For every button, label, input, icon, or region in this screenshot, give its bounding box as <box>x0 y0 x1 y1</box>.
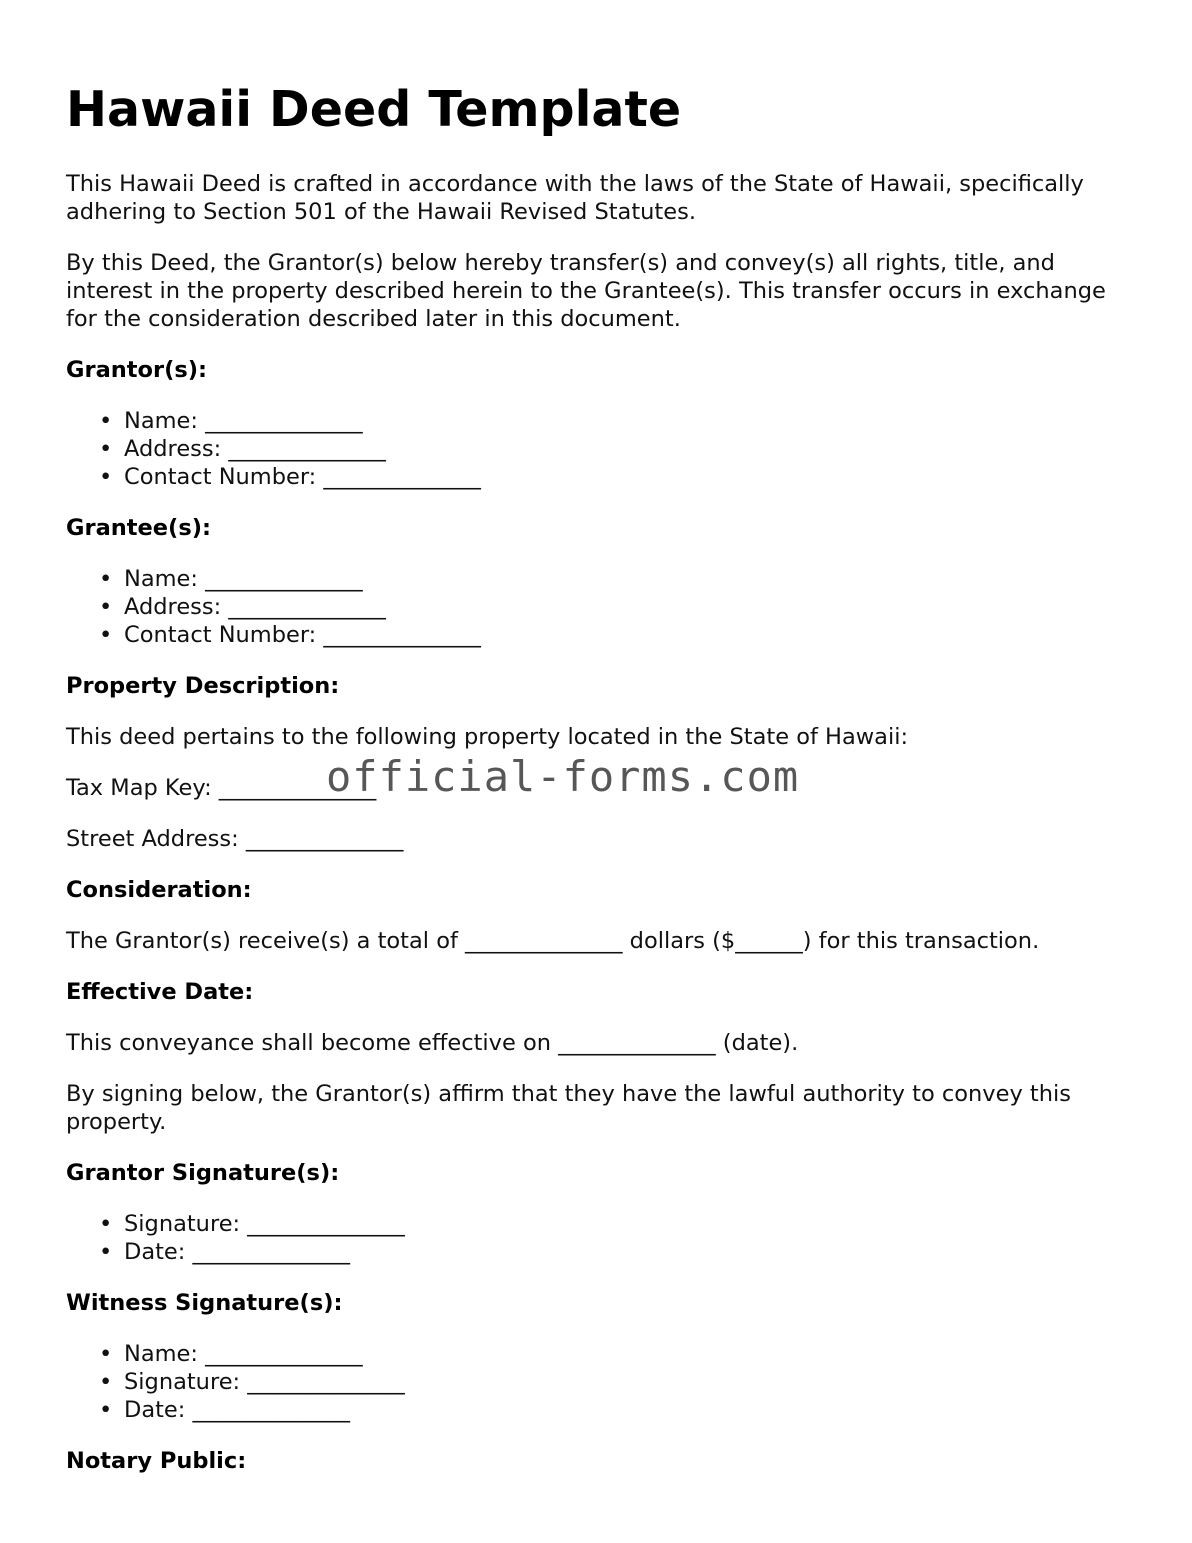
watermark: official-forms.com <box>326 752 800 801</box>
page-title: Hawaii Deed Template <box>66 81 682 138</box>
grantor-signature-field: Signature: ______________ <box>124 1211 405 1237</box>
grantor-signature-list <box>66 1210 1136 1266</box>
grantee-heading: Grantee(s): <box>66 515 211 541</box>
effective-date-heading: Effective Date: <box>66 979 254 1005</box>
witness-name-field: Name: ______________ <box>124 1341 363 1367</box>
bullet-icon: • <box>99 1211 113 1237</box>
bullet-icon: • <box>99 1341 113 1367</box>
list-item <box>99 407 1136 435</box>
bullet-icon: • <box>99 566 113 592</box>
grantor-signature-heading: Grantor Signature(s): <box>66 1160 340 1186</box>
bullet-icon: • <box>99 1397 113 1423</box>
property-intro: This deed pertains to the following property located in the State of Hawaii: <box>66 724 909 750</box>
bullet-icon: • <box>99 622 113 648</box>
list-item <box>99 1238 1136 1266</box>
grantor-name-field: Name: ______________ <box>124 408 363 434</box>
list-item <box>99 621 1136 649</box>
list-item <box>99 1340 1136 1368</box>
grantor-address-field: Address: ______________ <box>124 436 386 462</box>
witness-signature-list <box>66 1340 1136 1424</box>
grantee-list <box>66 565 1136 649</box>
intro-paragraph: This Hawaii Deed is crafted in accordance with the laws of the State of Hawaii, specifically adhering to Section 501 of the Hawaii Revised Statutes. <box>66 171 1084 225</box>
consideration-heading: Consideration: <box>66 877 252 903</box>
grantee-address-field: Address: ______________ <box>124 594 386 620</box>
grantor-contact-field: Contact Number: ______________ <box>124 464 481 490</box>
witness-signature-heading: Witness Signature(s): <box>66 1290 343 1316</box>
bullet-icon: • <box>99 436 113 462</box>
list-item <box>99 1210 1136 1238</box>
list-item <box>99 463 1136 491</box>
tax-map-key-field: Tax Map Key: ______________ <box>66 775 377 801</box>
affirmation-text: By signing below, the Grantor(s) affirm that they have the lawful authority to convey this property. <box>66 1081 1071 1135</box>
grantee-name-field: Name: ______________ <box>124 566 363 592</box>
grantee-contact-field: Contact Number: ______________ <box>124 622 481 648</box>
witness-date-field: Date: ______________ <box>124 1397 351 1423</box>
grantor-heading: Grantor(s): <box>66 357 208 383</box>
bullet-icon: • <box>99 464 113 490</box>
bullet-icon: • <box>99 408 113 434</box>
list-item <box>99 565 1136 593</box>
list-item <box>99 1368 1136 1396</box>
witness-signature-field: Signature: ______________ <box>124 1369 405 1395</box>
list-item <box>99 1396 1136 1424</box>
bullet-icon: • <box>99 1239 113 1265</box>
grantor-signature-date-field: Date: ______________ <box>124 1239 351 1265</box>
notary-heading: Notary Public: <box>66 1448 247 1474</box>
list-item <box>99 435 1136 463</box>
grantor-list <box>66 407 1136 491</box>
transfer-paragraph: By this Deed, the Grantor(s) below hereby transfer(s) and convey(s) all rights, title, and interest in the property described herein to the Grantee(s). This transfer occurs in exchange for the consideration described later in this document. <box>66 250 1106 332</box>
effective-date-text: This conveyance shall become effective on ______________ (date). <box>66 1030 799 1056</box>
bullet-icon: • <box>99 1369 113 1395</box>
bullet-icon: • <box>99 594 113 620</box>
street-address-field: Street Address: ______________ <box>66 826 404 852</box>
property-heading: Property Description: <box>66 673 340 699</box>
consideration-text: The Grantor(s) receive(s) a total of ______________ dollars ($______) for this transaction. <box>66 928 1040 954</box>
list-item <box>99 593 1136 621</box>
